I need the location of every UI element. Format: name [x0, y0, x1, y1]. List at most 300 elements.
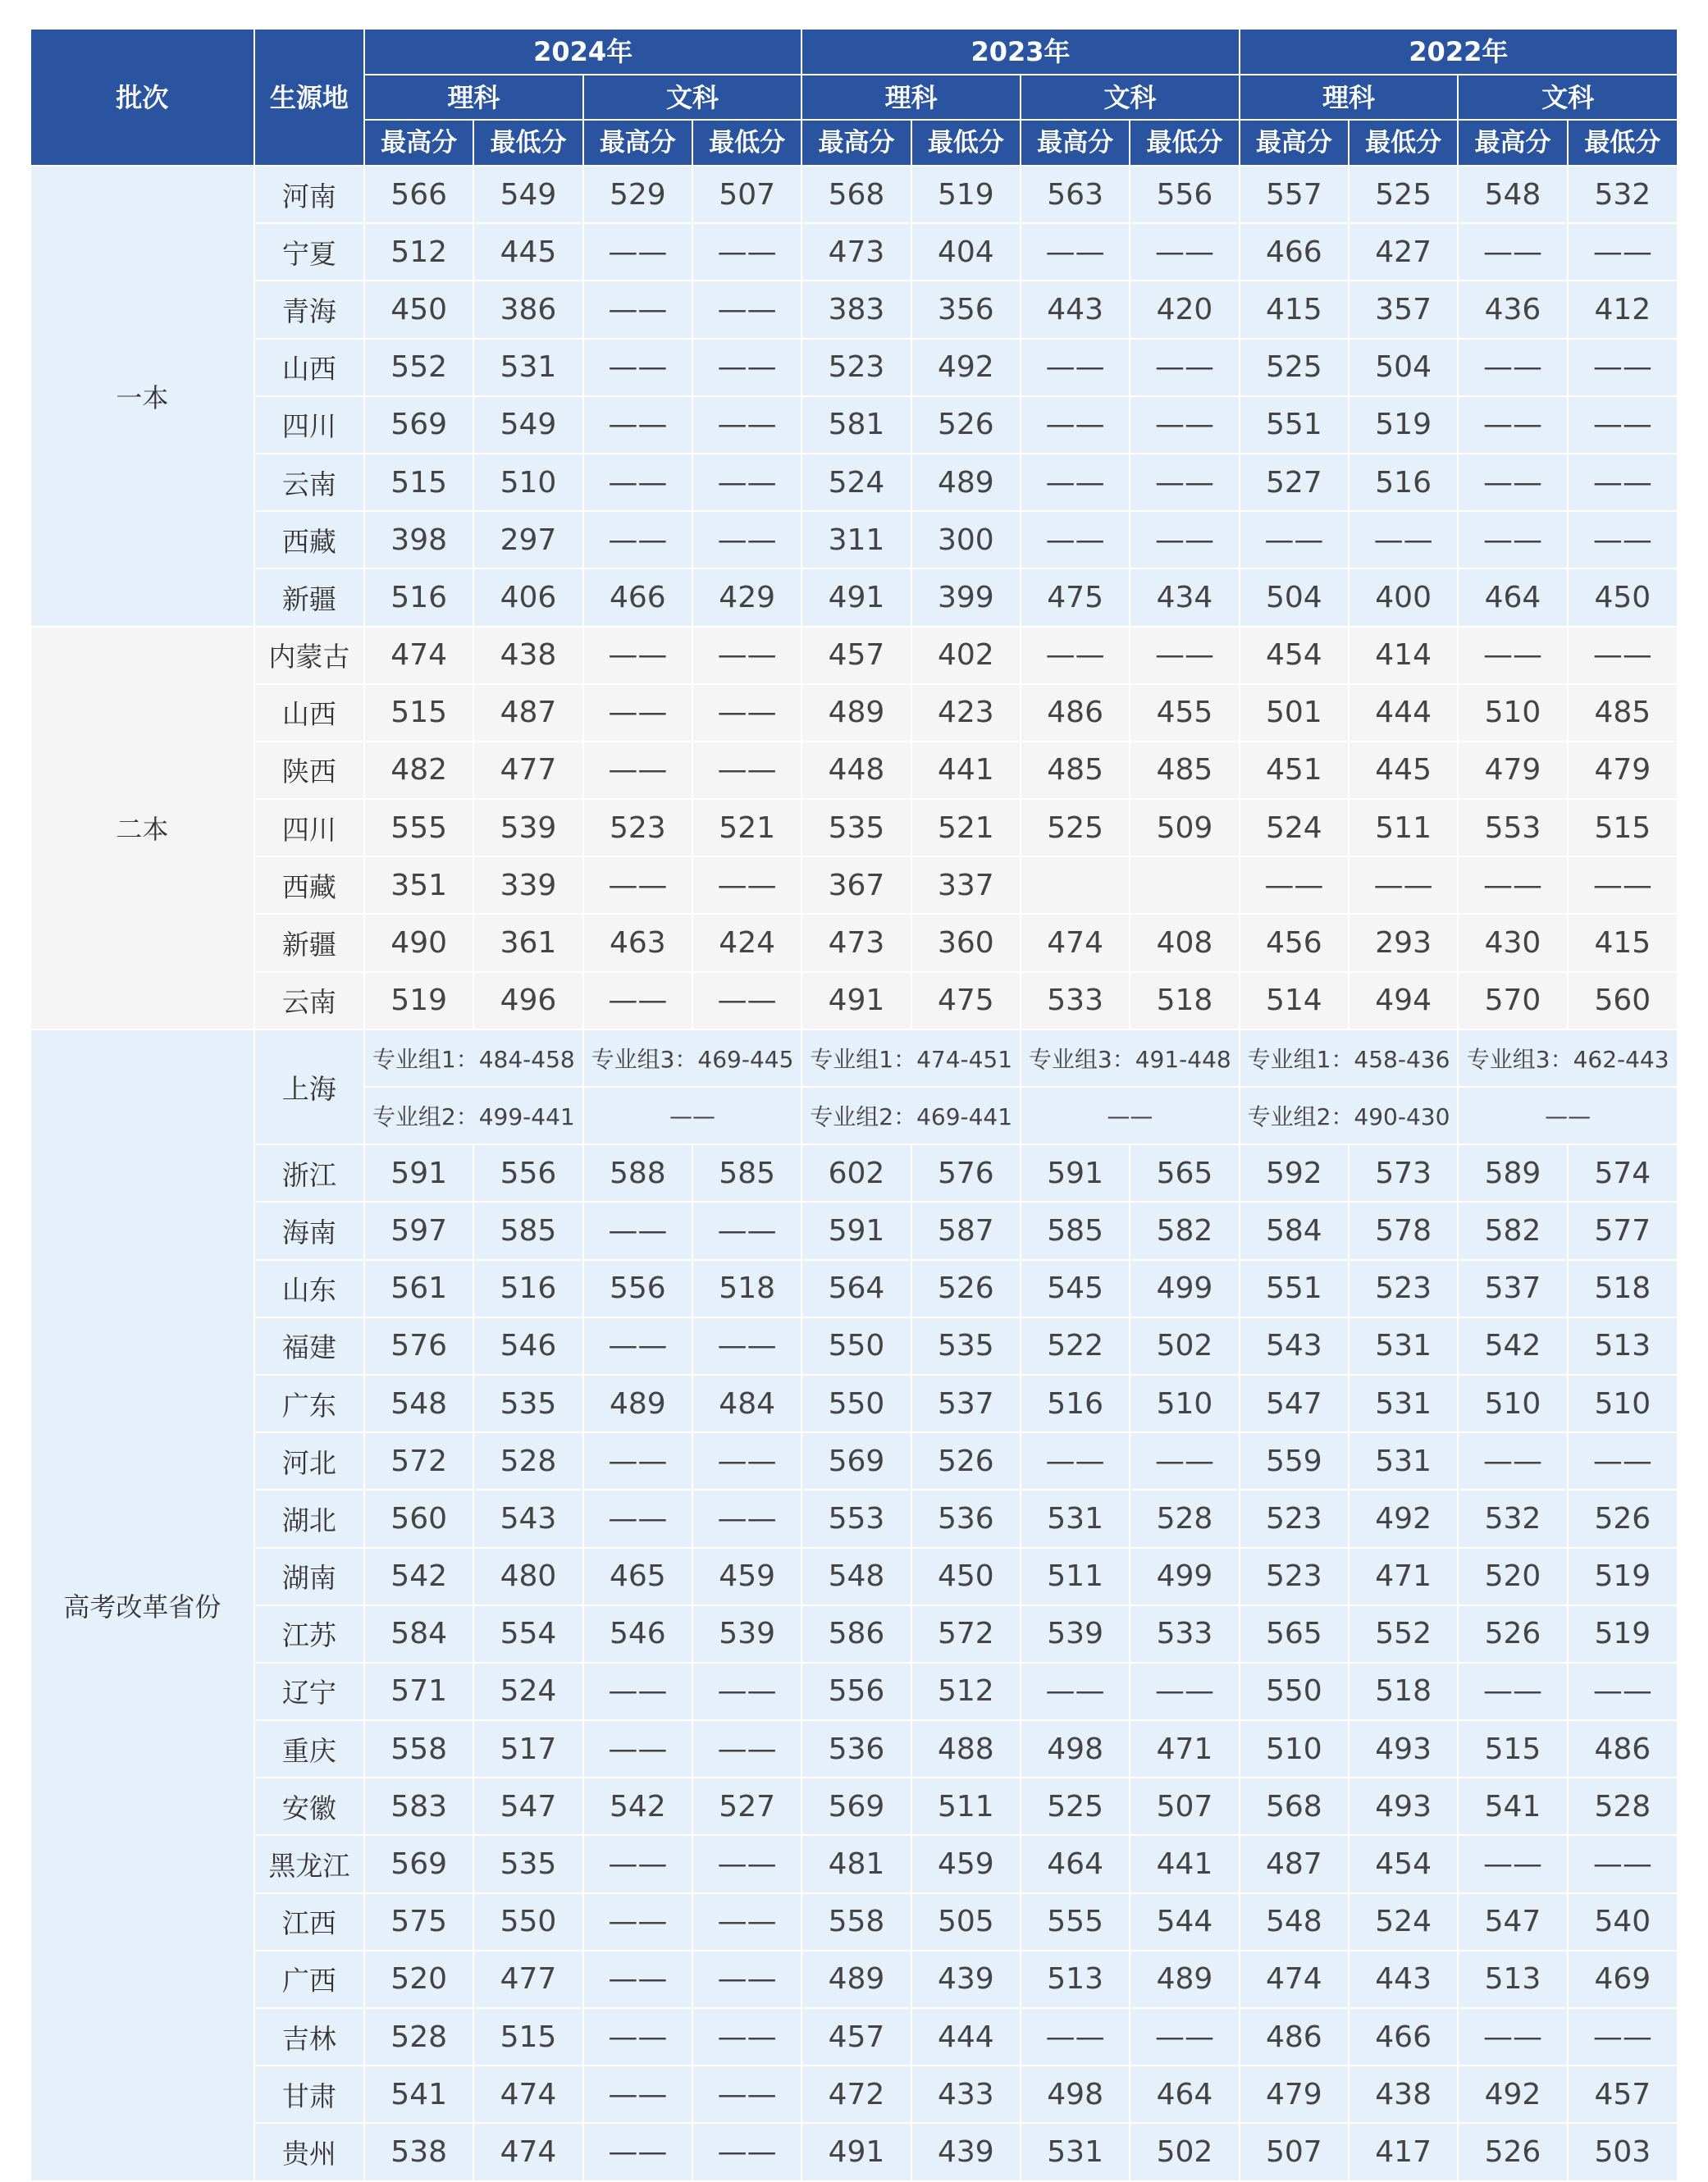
- score-cell: ——: [1130, 396, 1239, 454]
- score-cell: 489: [801, 684, 911, 742]
- score-cell: 491: [801, 972, 911, 1029]
- score-cell: 519: [911, 166, 1021, 223]
- score-cell: 494: [1349, 972, 1458, 1029]
- score-cell: ——: [1021, 223, 1130, 281]
- score-cell: 486: [1240, 2008, 1349, 2066]
- score-cell: ——: [1458, 1432, 1567, 1490]
- score-cell: ——: [583, 2008, 692, 2066]
- score-cell: 489: [911, 454, 1021, 511]
- score-cell: 522: [1021, 1317, 1130, 1375]
- score-cell: 563: [1021, 166, 1130, 223]
- min-score-header: 最低分: [473, 120, 582, 166]
- score-cell: 556: [473, 1144, 582, 1202]
- admission-score-table: [30, 28, 1678, 2182]
- score-cell: 510: [1458, 1375, 1567, 1432]
- province-cell: 黑龙江: [254, 1835, 364, 1892]
- score-cell: 496: [473, 972, 582, 1029]
- score-cell: 339: [473, 856, 582, 914]
- score-cell: 547: [1240, 1375, 1349, 1432]
- score-cell: 521: [692, 799, 801, 856]
- score-cell: 548: [801, 1548, 911, 1605]
- province-cell: 河南: [254, 166, 364, 223]
- score-cell: ——: [1458, 396, 1567, 454]
- score-cell: 499: [1130, 1260, 1239, 1317]
- province-cell: 新疆: [254, 568, 364, 626]
- table-row: [30, 396, 1678, 454]
- province-cell: 山西: [254, 684, 364, 742]
- score-cell: 523: [1240, 1490, 1349, 1547]
- table-row: [30, 1778, 1678, 1835]
- score-cell: 434: [1130, 568, 1239, 626]
- track-header: 理科: [364, 75, 583, 120]
- score-cell: ——: [583, 684, 692, 742]
- score-cell: 464: [1130, 2066, 1239, 2123]
- score-cell: 523: [583, 799, 692, 856]
- province-cell: 山东: [254, 1260, 364, 1317]
- score-cell: 400: [1349, 568, 1458, 626]
- score-cell: 556: [1130, 166, 1239, 223]
- score-cell: 535: [801, 799, 911, 856]
- score-cell: 588: [583, 1144, 692, 1202]
- score-cell: 584: [364, 1605, 473, 1663]
- score-cell: 548: [1240, 1893, 1349, 1951]
- score-cell: 585: [1021, 1202, 1130, 1259]
- table-row: [30, 1835, 1678, 1892]
- score-cell: 445: [473, 223, 582, 281]
- score-cell: 529: [583, 166, 692, 223]
- score-cell: 427: [1349, 223, 1458, 281]
- score-cell: 552: [1349, 1605, 1458, 1663]
- score-cell: ——: [1458, 627, 1567, 684]
- table-row: [30, 1548, 1678, 1605]
- score-cell: 297: [473, 511, 582, 568]
- score-cell: 533: [1130, 1605, 1239, 1663]
- score-cell: 547: [473, 1778, 582, 1835]
- score-cell: 597: [364, 1202, 473, 1259]
- score-cell: 583: [364, 1778, 473, 1835]
- score-cell: 515: [364, 454, 473, 511]
- score-cell: 485: [1021, 742, 1130, 799]
- table-row: [30, 914, 1678, 971]
- score-cell: 502: [1130, 2123, 1239, 2180]
- score-cell: ——: [583, 339, 692, 396]
- score-cell: 515: [364, 684, 473, 742]
- score-cell: 451: [1240, 742, 1349, 799]
- table-row: [30, 568, 1678, 626]
- table-row: [30, 1951, 1678, 2008]
- score-cell: ——: [1568, 856, 1678, 914]
- score-cell: ——: [1021, 2008, 1130, 2066]
- score-cell: 408: [1130, 914, 1239, 971]
- score-cell: 546: [583, 1605, 692, 1663]
- score-cell: 558: [801, 1893, 911, 1951]
- score-cell: ——: [692, 1432, 801, 1490]
- batch-cell: 一本: [30, 166, 254, 627]
- track-header: 文科: [583, 75, 802, 120]
- score-cell: 492: [1458, 2066, 1567, 2123]
- score-cell: 576: [364, 1317, 473, 1375]
- score-cell: 525: [1240, 339, 1349, 396]
- min-score-header: 最低分: [1568, 120, 1678, 166]
- score-cell: 576: [911, 1144, 1021, 1202]
- province-cell: 贵州: [254, 2123, 364, 2180]
- score-cell: 479: [1568, 742, 1678, 799]
- score-cell: ——: [583, 396, 692, 454]
- table-row: [30, 1605, 1678, 1663]
- score-cell: 504: [1349, 339, 1458, 396]
- score-cell: 510: [1130, 1375, 1239, 1432]
- province-cell: 安徽: [254, 1778, 364, 1835]
- score-cell: ——: [1568, 396, 1678, 454]
- score-cell: 537: [1458, 1260, 1567, 1317]
- score-cell: 578: [1349, 1202, 1458, 1259]
- score-cell: 527: [692, 1778, 801, 1835]
- score-cell: 585: [473, 1202, 582, 1259]
- score-cell: 357: [1349, 281, 1458, 338]
- score-cell: 489: [1130, 1951, 1239, 2008]
- score-cell: 474: [473, 2123, 582, 2180]
- score-cell: 536: [911, 1490, 1021, 1547]
- table-row: [30, 1260, 1678, 1317]
- score-cell: ——: [583, 627, 692, 684]
- score-cell: 550: [801, 1375, 911, 1432]
- score-cell: 509: [1130, 799, 1239, 856]
- score-cell: 535: [473, 1835, 582, 1892]
- min-score-header: 最低分: [1349, 120, 1458, 166]
- score-cell: 499: [1130, 1548, 1239, 1605]
- score-cell: 516: [1021, 1375, 1130, 1432]
- score-cell: 457: [801, 627, 911, 684]
- score-cell: 515: [473, 2008, 582, 2066]
- score-cell: 444: [911, 2008, 1021, 2066]
- score-cell: ——: [692, 2123, 801, 2180]
- table-row: [30, 1490, 1678, 1547]
- score-cell: 566: [364, 166, 473, 223]
- score-cell: ——: [1240, 856, 1349, 914]
- province-cell: 福建: [254, 1317, 364, 1375]
- score-cell: ——: [1130, 627, 1239, 684]
- score-cell: ——: [692, 2008, 801, 2066]
- score-cell: ——: [692, 1317, 801, 1375]
- score-cell: 351: [364, 856, 473, 914]
- score-cell: ——: [1021, 1432, 1130, 1490]
- province-cell: 上海: [254, 1029, 364, 1144]
- table-row: [30, 511, 1678, 568]
- table-row: [30, 684, 1678, 742]
- score-cell: ——: [1568, 1835, 1678, 1892]
- score-cell: 517: [473, 1720, 582, 1778]
- score-cell: 485: [1130, 742, 1239, 799]
- score-cell: 524: [1349, 1893, 1458, 1951]
- score-cell: ——: [1458, 339, 1567, 396]
- score-cell: ——: [692, 1835, 801, 1892]
- score-cell: 443: [1021, 281, 1130, 338]
- score-cell: 539: [692, 1605, 801, 1663]
- score-cell: 572: [911, 1605, 1021, 1663]
- score-cell: 526: [911, 396, 1021, 454]
- batch-cell: 高考改革省份: [30, 1029, 254, 2181]
- score-cell: 474: [364, 627, 473, 684]
- score-cell: ——: [692, 511, 801, 568]
- score-cell: 543: [1240, 1317, 1349, 1375]
- score-cell: 587: [911, 1202, 1021, 1259]
- score-cell: 399: [911, 568, 1021, 626]
- table-row: [30, 2066, 1678, 2123]
- score-cell: 465: [583, 1548, 692, 1605]
- score-cell: ——: [583, 223, 692, 281]
- score-cell: 293: [1349, 914, 1458, 971]
- score-cell: 589: [1458, 1144, 1567, 1202]
- max-score-header: 最高分: [1458, 120, 1567, 166]
- score-cell: 539: [473, 799, 582, 856]
- score-cell: ——: [692, 1893, 801, 1951]
- score-cell: 546: [473, 1317, 582, 1375]
- score-cell: ——: [692, 223, 801, 281]
- province-cell: 山西: [254, 339, 364, 396]
- year-header: 2022年: [1240, 29, 1678, 75]
- score-cell: ——: [583, 1432, 692, 1490]
- score-cell: 479: [1458, 742, 1567, 799]
- province-cell: 湖北: [254, 1490, 364, 1547]
- score-cell: 507: [1130, 1778, 1239, 1835]
- score-cell: 504: [1240, 568, 1349, 626]
- score-cell: 533: [1021, 972, 1130, 1029]
- score-cell: 543: [473, 1490, 582, 1547]
- score-cell: 466: [583, 568, 692, 626]
- score-cell: 531: [1349, 1432, 1458, 1490]
- score-cell: 491: [801, 568, 911, 626]
- score-cell: ——: [583, 511, 692, 568]
- score-cell: 511: [911, 1778, 1021, 1835]
- score-cell: 361: [473, 914, 582, 971]
- score-cell: 592: [1240, 1144, 1349, 1202]
- score-cell: 550: [801, 1317, 911, 1375]
- province-cell: 海南: [254, 1202, 364, 1259]
- score-cell: 556: [801, 1663, 911, 1720]
- score-cell: 511: [1021, 1548, 1130, 1605]
- score-cell: 581: [801, 396, 911, 454]
- score-cell: 457: [801, 2008, 911, 2066]
- min-score-header: 最低分: [692, 120, 801, 166]
- score-cell: 535: [911, 1317, 1021, 1375]
- table-row: [30, 281, 1678, 338]
- score-cell: 415: [1568, 914, 1678, 971]
- source-header: 生源地: [254, 29, 364, 166]
- score-cell: 475: [911, 972, 1021, 1029]
- score-cell: 438: [1349, 2066, 1458, 2123]
- score-cell: 423: [911, 684, 1021, 742]
- table-body: [30, 166, 1678, 2181]
- score-cell: 463: [583, 914, 692, 971]
- score-cell: 553: [1458, 799, 1567, 856]
- score-cell: ——: [583, 1202, 692, 1259]
- score-cell: 514: [1240, 972, 1349, 1029]
- table-row: [30, 2008, 1678, 2066]
- score-cell: 550: [1240, 1663, 1349, 1720]
- score-cell: 554: [473, 1605, 582, 1663]
- score-cell: 441: [911, 742, 1021, 799]
- province-cell: 青海: [254, 281, 364, 338]
- score-cell: 515: [1458, 1720, 1567, 1778]
- max-score-header: 最高分: [1240, 120, 1349, 166]
- score-cell: 459: [692, 1548, 801, 1605]
- score-cell: 556: [583, 1260, 692, 1317]
- score-cell: 557: [1240, 166, 1349, 223]
- major-group-cell: ——: [583, 1087, 802, 1144]
- score-cell: ——: [1458, 1663, 1567, 1720]
- score-cell: 569: [364, 396, 473, 454]
- score-cell: 528: [473, 1432, 582, 1490]
- score-cell: 466: [1240, 223, 1349, 281]
- table-row: [30, 972, 1678, 1029]
- score-cell: 551: [1240, 1260, 1349, 1317]
- score-cell: ——: [583, 2066, 692, 2123]
- score-cell: 531: [1349, 1317, 1458, 1375]
- score-cell: ——: [1130, 1432, 1239, 1490]
- score-cell: 531: [1021, 1490, 1130, 1547]
- score-cell: 488: [911, 1720, 1021, 1778]
- major-group-cell: 专业组1：474-451: [801, 1029, 1021, 1087]
- score-cell: 487: [473, 684, 582, 742]
- score-cell: 532: [1458, 1490, 1567, 1547]
- score-cell: 489: [583, 1375, 692, 1432]
- score-cell: 367: [801, 856, 911, 914]
- track-header: 理科: [801, 75, 1021, 120]
- score-cell: 544: [1130, 1893, 1239, 1951]
- score-cell: ——: [1568, 1432, 1678, 1490]
- score-cell: 519: [364, 972, 473, 1029]
- score-cell: ——: [692, 454, 801, 511]
- max-score-header: 最高分: [364, 120, 473, 166]
- score-cell: 513: [1458, 1951, 1567, 2008]
- score-cell: 582: [1130, 1202, 1239, 1259]
- score-cell: 602: [801, 1144, 911, 1202]
- score-cell: 525: [1021, 1778, 1130, 1835]
- major-group-cell: 专业组2：469-441: [801, 1087, 1021, 1144]
- year-header: 2024年: [364, 29, 801, 75]
- score-cell: 484: [692, 1375, 801, 1432]
- score-cell: ——: [692, 684, 801, 742]
- score-cell: 311: [801, 511, 911, 568]
- score-cell: 568: [801, 166, 911, 223]
- score-cell: ——: [1568, 1663, 1678, 1720]
- score-cell: 542: [364, 1548, 473, 1605]
- score-cell: 571: [364, 1663, 473, 1720]
- score-cell: 454: [1349, 1835, 1458, 1892]
- score-cell: 545: [1021, 1260, 1130, 1317]
- score-cell: ——: [1568, 454, 1678, 511]
- score-cell: ——: [1240, 511, 1349, 568]
- score-cell: ——: [692, 627, 801, 684]
- score-cell: 454: [1240, 627, 1349, 684]
- score-cell: 549: [473, 166, 582, 223]
- score-cell: ——: [1130, 454, 1239, 511]
- score-cell: ——: [583, 742, 692, 799]
- table-row: [30, 454, 1678, 511]
- score-cell: 472: [801, 2066, 911, 2123]
- score-cell: 577: [1568, 1202, 1678, 1259]
- score-cell: 528: [1130, 1490, 1239, 1547]
- score-cell: 573: [1349, 1144, 1458, 1202]
- score-cell: 459: [911, 1835, 1021, 1892]
- score-cell: ——: [1568, 339, 1678, 396]
- score-cell: ——: [1458, 223, 1567, 281]
- score-cell: ——: [692, 1202, 801, 1259]
- score-cell: 473: [801, 223, 911, 281]
- table-row: [30, 856, 1678, 914]
- score-cell: ——: [1458, 1835, 1567, 1892]
- score-cell: 531: [473, 339, 582, 396]
- score-cell: 474: [473, 2066, 582, 2123]
- score-cell: 337: [911, 856, 1021, 914]
- score-cell: ——: [1021, 339, 1130, 396]
- score-cell: 474: [1021, 914, 1130, 971]
- score-cell: ——: [692, 972, 801, 1029]
- table-row: [30, 799, 1678, 856]
- score-cell: 479: [1240, 2066, 1349, 2123]
- score-cell: ——: [692, 742, 801, 799]
- score-cell: 473: [801, 914, 911, 971]
- score-cell: 518: [1130, 972, 1239, 1029]
- track-header: 文科: [1021, 75, 1240, 120]
- score-cell: ——: [1130, 2008, 1239, 2066]
- score-cell: 383: [801, 281, 911, 338]
- score-cell: ——: [692, 1720, 801, 1778]
- score-cell: ——: [583, 1835, 692, 1892]
- table-row: [30, 339, 1678, 396]
- province-cell: 广西: [254, 1951, 364, 2008]
- table-row: [30, 1720, 1678, 1778]
- score-cell: ——: [1568, 627, 1678, 684]
- score-cell: ——: [583, 281, 692, 338]
- score-cell: [1130, 856, 1239, 914]
- score-cell: 565: [1240, 1605, 1349, 1663]
- score-cell: 412: [1568, 281, 1678, 338]
- score-cell: 513: [1568, 1317, 1678, 1375]
- score-cell: ——: [583, 1893, 692, 1951]
- score-cell: 526: [1568, 1490, 1678, 1547]
- score-cell: 536: [801, 1720, 911, 1778]
- score-cell: 445: [1349, 742, 1458, 799]
- score-cell: 480: [473, 1548, 582, 1605]
- score-cell: 541: [1458, 1778, 1567, 1835]
- max-score-header: 最高分: [583, 120, 692, 166]
- major-group-cell: 专业组2：490-430: [1240, 1087, 1459, 1144]
- score-cell: 531: [1021, 2123, 1130, 2180]
- score-cell: [1021, 856, 1130, 914]
- score-cell: 559: [1240, 1432, 1349, 1490]
- table-row: [30, 1029, 1678, 1087]
- score-cell: 561: [364, 1260, 473, 1317]
- score-cell: 526: [1458, 1605, 1567, 1663]
- score-cell: 503: [1568, 2123, 1678, 2180]
- score-cell: 404: [911, 223, 1021, 281]
- score-cell: 569: [801, 1432, 911, 1490]
- province-cell: 四川: [254, 396, 364, 454]
- track-header: 理科: [1240, 75, 1459, 120]
- score-cell: 548: [1458, 166, 1567, 223]
- province-cell: 河北: [254, 1432, 364, 1490]
- major-group-cell: ——: [1458, 1087, 1678, 1144]
- score-cell: 518: [1568, 1260, 1678, 1317]
- score-cell: 512: [364, 223, 473, 281]
- score-cell: ——: [1021, 454, 1130, 511]
- score-cell: 516: [364, 568, 473, 626]
- score-cell: ——: [692, 1663, 801, 1720]
- score-cell: 519: [1568, 1605, 1678, 1663]
- score-cell: 415: [1240, 281, 1349, 338]
- score-cell: ——: [1568, 511, 1678, 568]
